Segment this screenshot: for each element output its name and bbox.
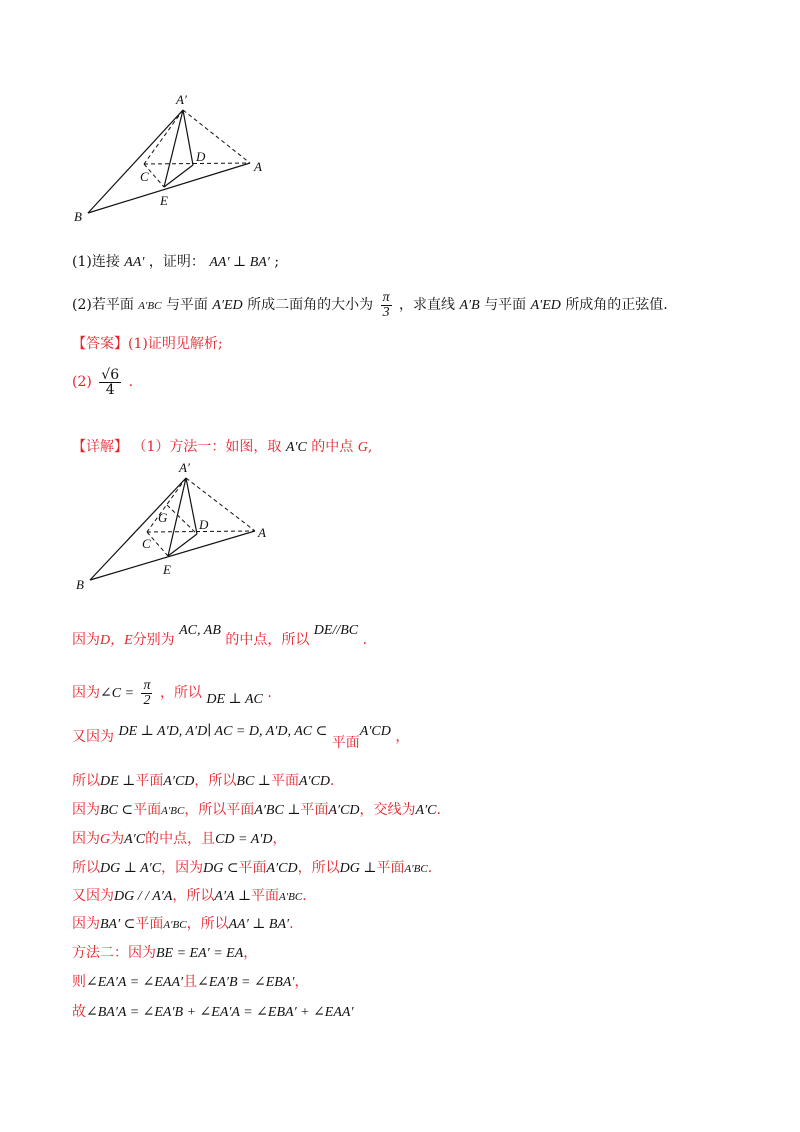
l5-k: . [436,802,441,818]
l9-d: A′BC [163,919,187,931]
l1-f: DE//BC [313,623,359,638]
l7-c: ，因为 [161,860,204,876]
l9-f: AA′ ⊥ BA′ [228,917,290,932]
l1-a: 因为 [72,632,100,648]
answer-part2-end: . [128,374,134,390]
label-c: C [140,169,149,184]
question-1 [72,252,279,273]
l5-h: A′CD [328,803,360,818]
question-2 [72,290,668,321]
detail-intro-g: G [357,440,368,455]
detail-line-6 [72,829,286,850]
l8-g: . [302,888,307,904]
detail-line-8 [72,886,307,907]
edge-b-a [88,163,250,213]
q2-mid3: ，求直线 [399,297,456,313]
answer-label: 【答案】 [72,336,128,352]
q2-mid4: 与平面 [484,297,527,313]
l6-f: CD = A′D [215,832,273,847]
l5-e: ，所以平面 [184,802,255,818]
l6-b: G [100,832,111,847]
l7-i: 平面 [376,860,405,876]
l1-b: D，E [100,633,133,648]
edge-ap-b-2 [90,478,186,580]
q2-mid1: 与平面 [165,297,208,313]
l11-d: ∠EA′B = ∠EBA′ [197,975,295,990]
detail-label: 【详解】 [72,439,128,455]
q1-prefix: (1)连接 [72,254,120,270]
q2-prefix: (2)若平面 [72,297,134,313]
l5-a: 因为 [72,802,100,818]
l4-g: 平面 [270,773,299,789]
answer-line-1 [72,334,223,354]
detail-line-2 [72,676,272,711]
figure-tetrahedron-2 [62,458,282,593]
l3-d: A′CD [359,724,391,739]
l9-c: 平面 [135,916,164,932]
l3-e: ， [395,729,410,745]
detail-intro-math: A′C [285,440,307,455]
detail-line-12 [72,1002,354,1023]
l9-e: ，所以 [186,916,229,932]
l8-f: A′BC [279,891,303,903]
label2-c: C [142,536,151,551]
label2-g: G [158,510,168,525]
l1-d: AC, AB [179,623,221,638]
l9-g: . [289,916,294,932]
answer-part1: (1)证明见解析; [128,336,223,352]
answer-part2-prefix: (2) [72,374,92,390]
detail-line-9 [72,914,294,935]
l6-a: 因为 [72,831,100,847]
l2-b: ∠C = [100,686,135,701]
detail-line-1 [72,623,368,655]
l11-c: 且 [183,974,198,990]
edge-ap-b [88,110,183,213]
answer-line-2 [72,364,133,400]
l7-f: A′CD [266,861,298,876]
edge-ap-a-dashed [183,110,250,163]
detail-line-7 [72,858,432,879]
l10-b: BE = EA′ = EA [156,946,244,961]
label-e: E [160,193,168,208]
l12-a: 故 [72,1004,86,1020]
detail-intro-end: 的中点 [311,439,354,455]
figure-tetrahedron-1 [60,85,280,225]
l4-d: A′CD [163,774,195,789]
l7-h: DG ⊥ [339,861,377,876]
l4-h: A′CD [298,774,331,789]
l7-e: 平面 [238,860,267,876]
l3-c: 平面 [331,735,360,751]
l1-e: 的中点，所以 [225,632,310,648]
l4-c: 平面 [135,773,164,789]
detail-intro-text: （1）方法一：如图，取 [132,439,282,455]
l2-e: . [267,685,272,701]
l7-k: . [427,860,433,876]
edge-ap-d [183,110,193,165]
answer-fraction: $\frac{√6}{4}$ [101,366,120,398]
l8-d: A′A ⊥ [214,889,252,904]
l4-a: 所以 [72,773,100,789]
l7-j: A′BC [404,863,428,875]
label2-b: B [76,577,84,592]
l8-a: 又因为 [72,888,114,904]
l2-d: DE ⊥ AC [206,692,263,707]
l6-c: 为 [110,831,125,847]
q2-plane-abc: A′BC [138,300,162,312]
q1-mid: ，证明： [148,254,205,270]
l2-fraction: $\frac{\pi}{2}$ [143,677,151,708]
l6-e: 的中点，且 [145,831,216,847]
label2-a-prime: A′ [179,460,190,475]
label-b: B [74,209,82,224]
l9-b: BA′ ⊂ [100,917,136,932]
q2-mid2: 所成二面角的大小为 [247,297,374,313]
l11-b: ∠EA′A = ∠EAA′ [86,975,184,990]
l11-e: ， [294,974,309,990]
l8-b: DG / / A′A [114,889,173,904]
l5-i: ，交线为 [359,802,416,818]
l5-f: A′BC ⊥ [254,803,301,818]
l4-b: DE ⊥ [100,774,136,789]
l11-a: 则 [72,974,86,990]
detail-intro [72,437,372,458]
l5-d: A′BC [161,805,185,817]
l5-g: 平面 [300,802,329,818]
l7-g: ，所以 [297,860,340,876]
l1-g: . [362,632,368,648]
l4-e: ，所以 [194,773,237,789]
q2-plane-aed: A′ED [212,298,243,313]
l10-c: ， [243,945,258,961]
label-d: D [196,149,206,164]
l7-b: DG ⊥ A′C [100,861,162,876]
l6-d: A′C [124,832,146,847]
edge-ap-c-dashed [144,110,183,164]
l1-c: 分别为 [132,632,175,648]
l2-a: 因为 [72,685,100,701]
l4-i: . [330,773,335,789]
l5-c: 平面 [133,802,162,818]
q2-fraction: $\frac{\pi}{3}$ [382,289,390,320]
l8-e: 平面 [251,888,280,904]
edge-ap-a-dashed-2 [186,478,255,531]
l10-a: 方法二：因为 [72,945,156,961]
detail-line-11 [72,972,308,993]
detail-line-5 [72,800,441,821]
l3-b: DE ⊥ A′D, A′D∣ AC = D, A′D, AC ⊂ [118,724,328,739]
l2-c: ，所以 [159,685,202,701]
detail-intro-comma: , [367,439,373,455]
q1-math-perp: AA′ ⊥ BA′ [209,255,270,270]
l6-g: ， [272,831,287,847]
l3-a: 又因为 [72,729,114,745]
label-a-prime: A′ [176,92,187,107]
l7-d: DG ⊂ [203,861,239,876]
label2-a: A [258,525,266,540]
label2-d: D [199,517,209,532]
q2-line-ab: A′B [459,298,480,313]
l5-j: A′C [415,803,437,818]
q2-plane-aed-2: A′ED [530,298,561,313]
l5-b: BC ⊂ [100,803,134,818]
detail-line-4 [72,771,334,792]
l12-b: ∠BA′A = ∠EA′B + ∠EA′A = ∠EBA′ + ∠EAA′ [86,1005,354,1020]
label-a: A [254,159,262,174]
l8-c: ，所以 [172,888,215,904]
label2-e: E [163,562,171,577]
detail-line-3 [72,722,409,753]
l9-a: 因为 [72,916,100,932]
q1-end: ; [274,254,280,270]
l7-a: 所以 [72,860,100,876]
q1-math-aa: AA′ [124,255,145,270]
q2-end: 所成角的正弦值. [565,297,668,313]
l4-f: BC ⊥ [236,774,271,789]
detail-line-10 [72,943,257,964]
